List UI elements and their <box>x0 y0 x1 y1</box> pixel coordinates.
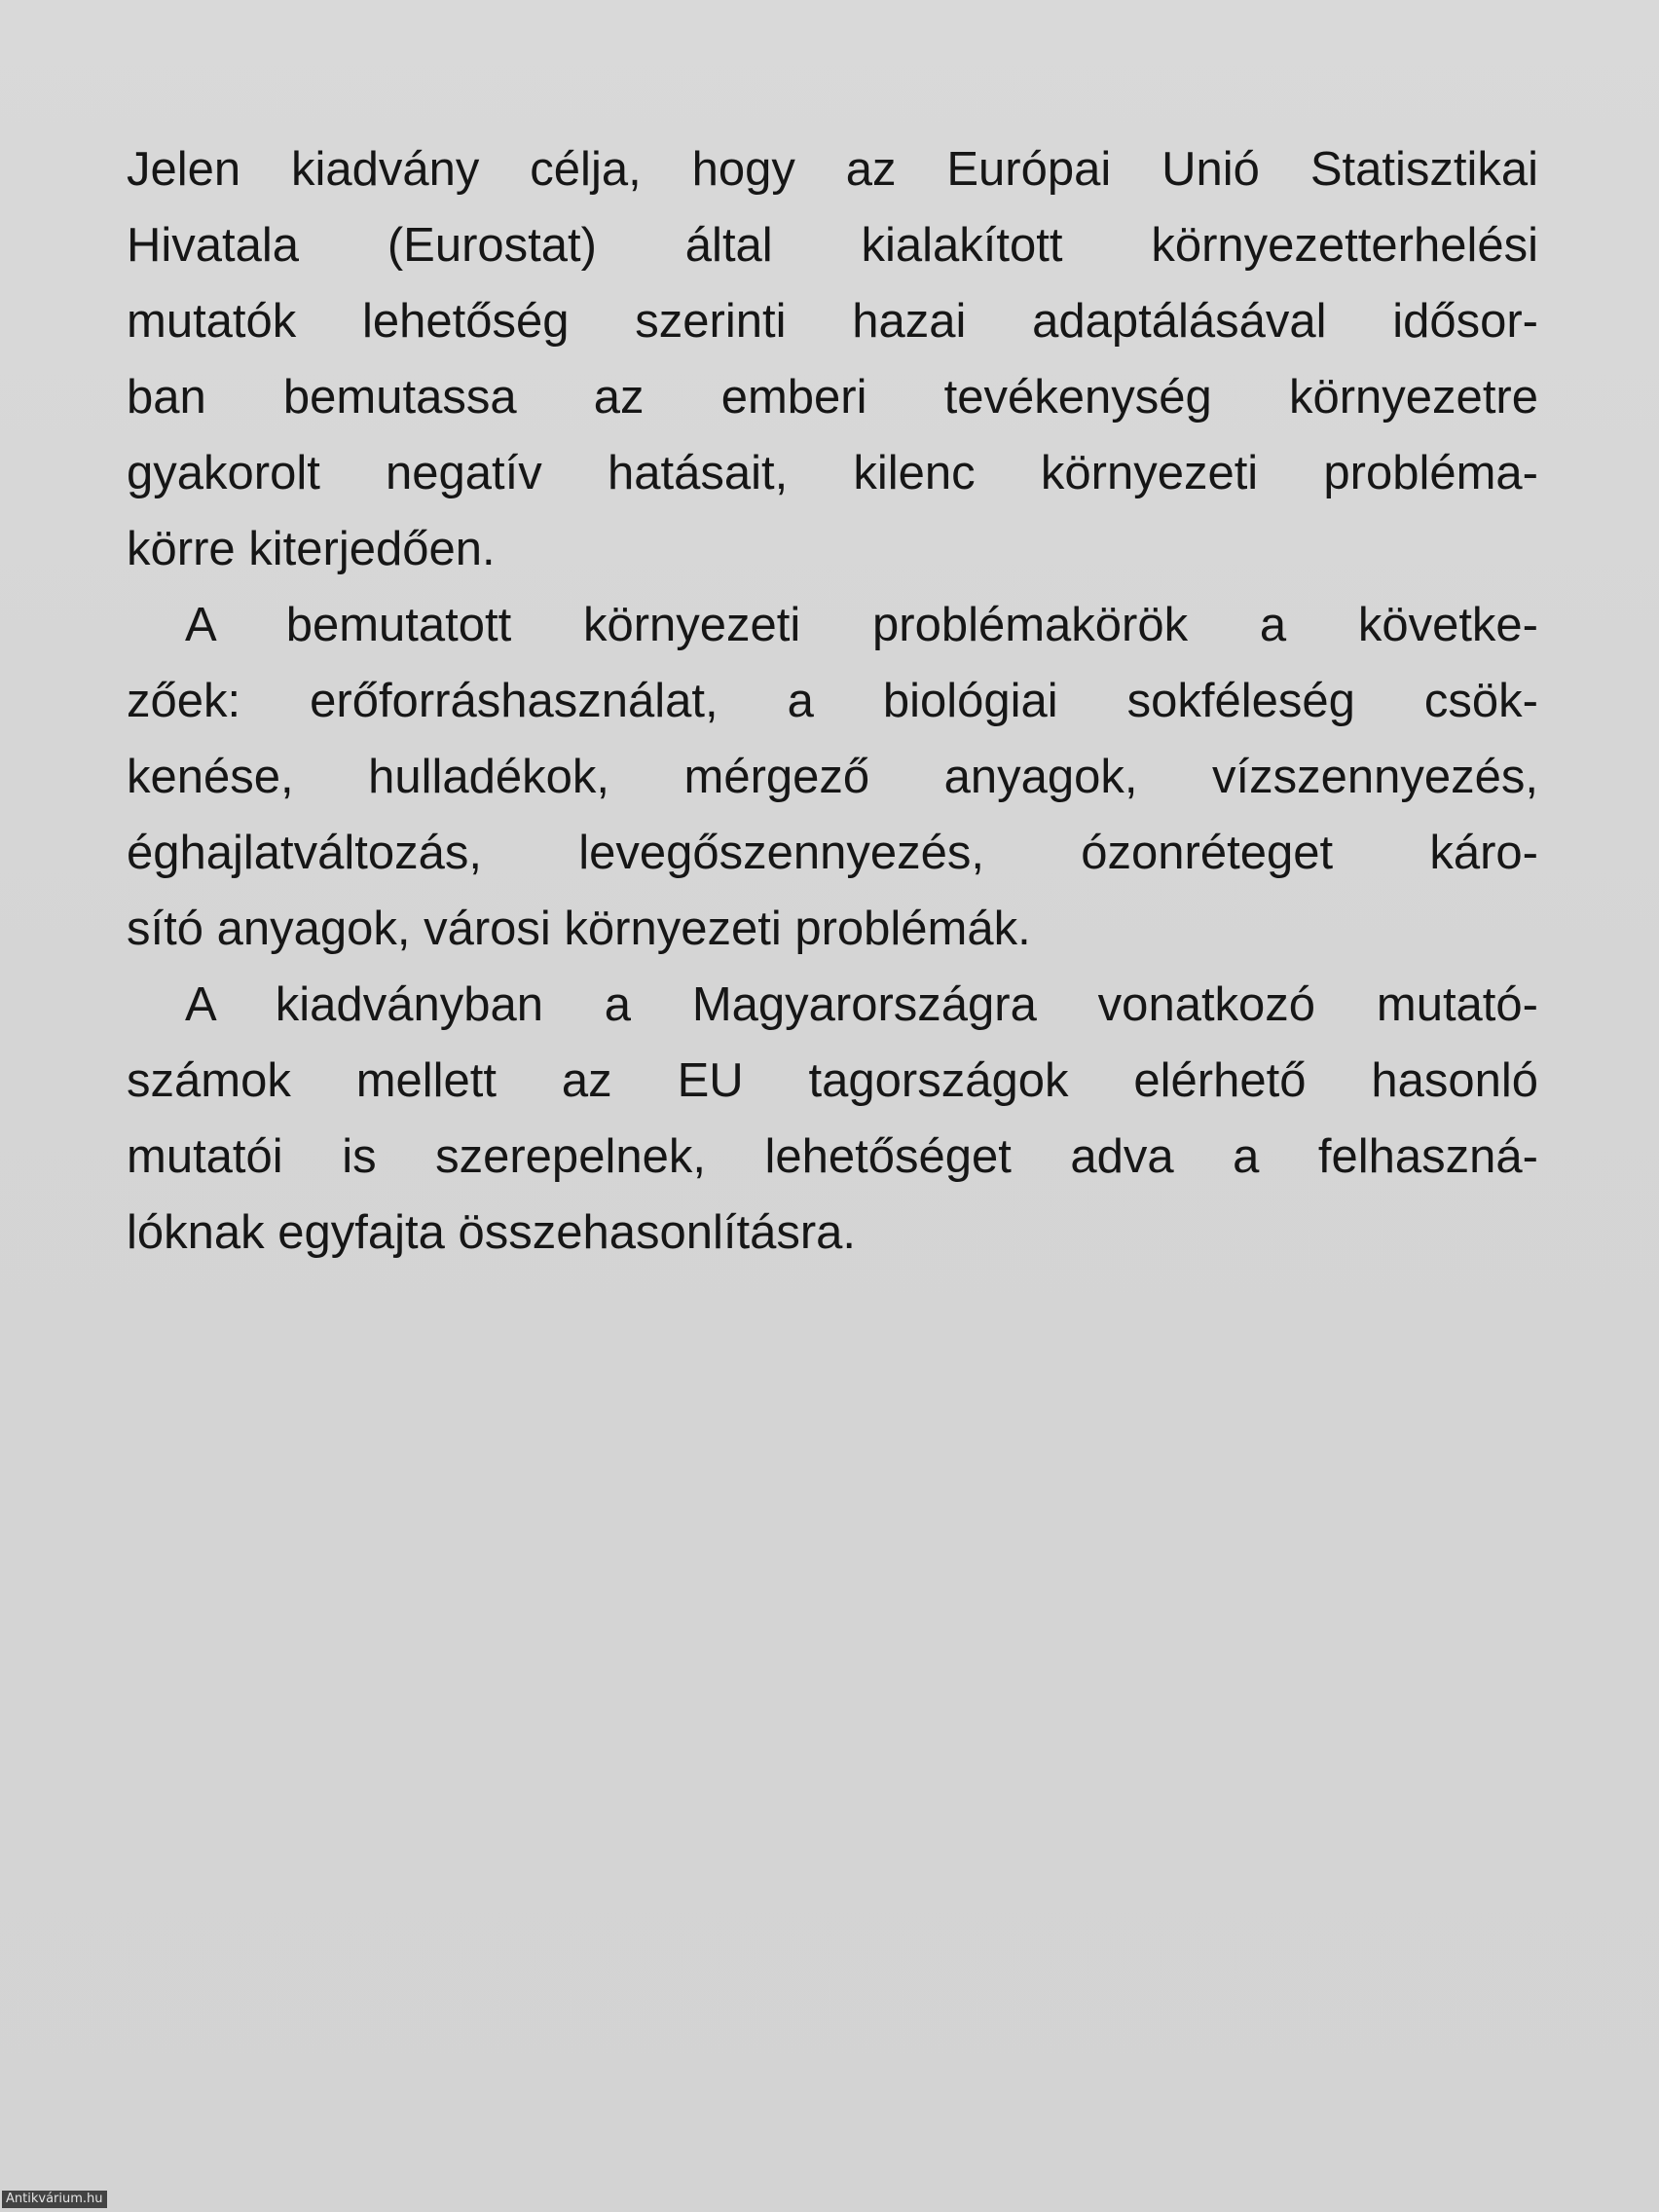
text-line: sító anyagok, városi környezeti problémák. <box>127 903 1031 955</box>
text-line: A bemutatott környezeti problémakörök a követke- <box>185 599 1538 651</box>
text-line: mutatói is szerepelnek, lehetőséget adva a felhaszná- <box>127 1130 1538 1183</box>
text-line: lóknak egyfajta összehasonlításra. <box>127 1206 857 1259</box>
text-line: kenése, hulladékok, mérgező anyagok, vízszennyezés, <box>127 751 1538 803</box>
paragraph-3 <box>127 967 1538 1271</box>
text-line: mutatók lehetőség szerinti hazai adaptálásával idősor- <box>127 295 1538 348</box>
body-text <box>127 131 1538 1271</box>
paragraph-1 <box>127 131 1538 587</box>
text-line: számok mellett az EU tagországok elérhető hasonló <box>127 1054 1538 1107</box>
text-line: gyakorolt negatív hatásait, kilenc környezeti probléma- <box>127 447 1538 499</box>
paragraph-2 <box>127 587 1538 967</box>
text-line: A kiadványban a Magyarországra vonatkozó mutató- <box>185 978 1538 1031</box>
text-line: ban bemutassa az emberi tevékenység környezetre <box>127 371 1538 424</box>
text-line: Jelen kiadvány célja, hogy az Európai Unió Statisztikai <box>127 143 1538 196</box>
text-line: zőek: erőforráshasználat, a biológiai sokféleség csök- <box>127 675 1538 727</box>
text-line: éghajlatváltozás, levegőszennyezés, ózonréteget káro- <box>127 827 1538 879</box>
text-line: körre kiterjedően. <box>127 523 496 575</box>
watermark-label: Antikvárium.hu <box>2 2191 107 2208</box>
text-line: Hivatala (Eurostat) által kialakított környezetterhelési <box>127 219 1538 272</box>
